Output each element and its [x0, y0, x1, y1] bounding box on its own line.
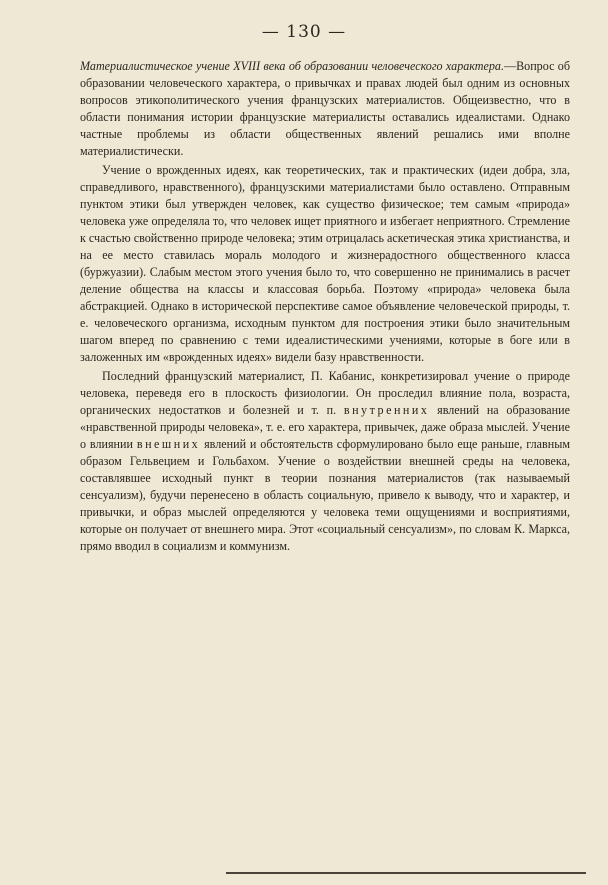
- section-heading: Материалистическое учение XVIII века об образовании человеческого характера.: [80, 59, 504, 73]
- paragraph-3-emphasis-internal: внутренних: [343, 403, 430, 417]
- page-body: [80, 58, 570, 555]
- paragraph-3-emphasis-external: внешних: [136, 437, 201, 451]
- paragraph-3-text-c: явлений и обстоятельств сформулировано было еще раньше, главным образом Гельвецием и Гольбахом. Учение о воздействии внешней среды на человека, составлявшее исходный пункт в теории познания материалистов (так называемый сенсуализм), будучи перенесено в область социальную, привело к выводу, что и характер, и привычки, и образ мыслей определяются у человека теми ощущениями и восприятиями, которые он получает от внешнего мира. Этот «социальный сенсуализм», по словам К. Маркса, прямо вводил в социализм и коммунизм.: [80, 437, 571, 553]
- paragraph-3-text-a: Последний французский материалист, П. Кабанис, конкретизировал учение о природе человека, переведя его в плоскость физиологии. Он проследил влияние пола, возраста, органических недостатков и болезней и т. п.: [80, 369, 570, 417]
- paragraph-3-text-b: явлений на образование «нравственной природы человека», т. е. его характера, привычек, даже образа мыслей. Учение о влиянии: [80, 403, 570, 451]
- paragraph-2: [80, 162, 570, 366]
- paragraph-1-text: —Вопрос об образовании человеческого характера, о привычках и правах людей был одним из основных вопросов этикополитического учения французских материалистов. Общеизвестно, что в области понимания истории французские материалисты оставались идеалистами. Однако частные проблемы из области общественных явлений решались ими вполне материалистически.: [80, 59, 570, 158]
- bottom-rule: [226, 872, 586, 874]
- paragraph-1: [80, 58, 570, 160]
- page-number: — 130 —: [261, 22, 347, 42]
- paragraph-3: [80, 368, 570, 555]
- paragraph-2-text: Учение о врожденных идеях, как теоретических, так и практических (идеи добра, зла, справедливого, нравственного), французскими материалистами было оставлено. Отправным пунктом этики был утвержден человек, как существо физическое; тем самым «природа» человека уже определяла то, что человек ищет приятного и избегает неприятного. Стремление к счастью свойственно природе человека; этим отрицалась аскетическая этика христианства, и на ее место ставилась мораль молодого и жизнерадостного общественного класса (буржуазии). Слабым местом этого учения было то, что совершенно не принимались в расчет деление общества на классы и классовая борьба. Поэтому «природа» человека была абстракцией. Однако в исторической перспективе самое объявление человеческой природы, т. е. человеческого организма, исходным пунктом для построения этики было значительным шагом вперед по сравнению с теми идеалистическими учениями, которые в боге или в заложенных им «врожденных идеях» видели базу нравственности.: [80, 163, 570, 364]
